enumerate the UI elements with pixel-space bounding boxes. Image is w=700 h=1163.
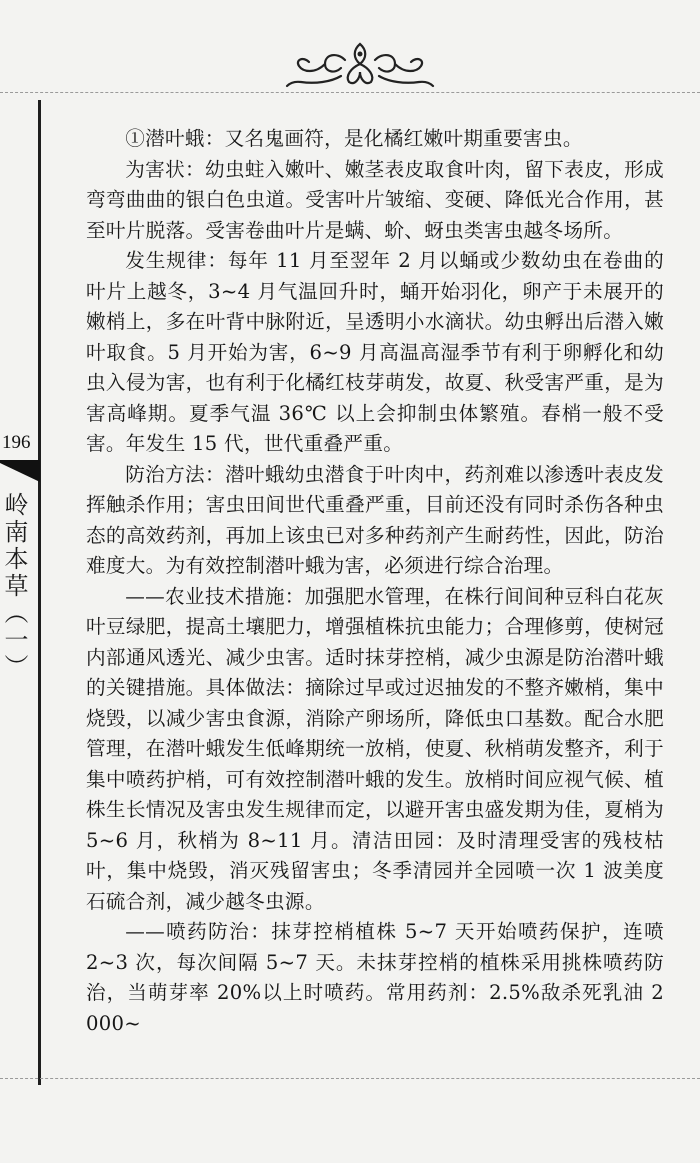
- paragraph: 为害状：幼虫蛀入嫩叶、嫩茎表皮取食叶肉，留下表皮，形成弯弯曲曲的银白色虫道。受害叶片皱缩、变硬、降低光合作用，甚至叶片脱落。受害卷曲叶片是螨、蚧、蚜虫类害虫越冬场所。: [86, 157, 664, 242]
- decorative-knot-ornament-icon: [285, 38, 435, 90]
- header-divider: [0, 92, 700, 93]
- paragraph: 发生规律：每年 11 月至翌年 2 月以蛹或少数幼虫在卷曲的叶片上越冬，3~4 月气温回升时，蛹开始羽化，卵产于未展开的嫩梢上，多在叶背中脉附近，呈透明小水滴状。幼虫孵出后潜入嫩叶取食。5 月开始为害，6~9 月高温高湿季节有利于卵孵化和幼虫入侵为害，也有利于化橘红枝芽萌发，故夏、秋受害严重，是为害高峰期。夏季气温 36℃ 以上会抑制虫体繁殖。春梢一般不受害。年发生 15 代，世代重叠严重。: [86, 249, 664, 455]
- left-margin-rule: [38, 100, 41, 1085]
- page-number: 196: [2, 432, 31, 453]
- footer-divider: [0, 1078, 700, 1079]
- paragraph: ——农业技术措施：加强肥水管理，在株行间间种豆科白花灰叶豆绿肥，提高土壤肥力，增强植株抗虫能力；合理修剪，使树冠内部通风透光、减少虫害。适时抹芽控梢，减少虫源是防治潜叶蛾的关键措施。具体做法：摘除过早或过迟抽发的不整齐嫩梢，集中烧毁，以减少害虫食源，消除产卵场所，降低虫口基数。配合水肥管理，在潜叶蛾发生低峰期统一放梢，使夏、秋梢萌发整齐，利于集中喷药护梢，可有效控制潜叶蛾的发生。放梢时间应视气候、植株生长情况及害虫发生规律而定，以避开害虫盛发期为佳，夏梢为 5~6 月，秋梢为 8~11 月。清洁田园：及时清理受害的残枝枯叶，集中烧毁，消灭残留害虫；冬季清园并全园喷一次 1 波美度石硫合剂，减少越冬虫源。: [86, 584, 664, 913]
- paragraph: 防治方法：潜叶蛾幼虫潜食于叶肉中，药剂难以渗透叶表皮发挥触杀作用；害虫田间世代重叠严重，目前还没有同时杀伤各种虫态的高效药剂，再加上该虫已对多种药剂产生耐药性，因此，防治难度大。为有效控制潜叶蛾为害，必须进行综合治理。: [86, 462, 664, 577]
- body-text: [86, 124, 664, 1039]
- page-number-wedge-icon: [0, 460, 40, 482]
- paragraph: ①潜叶蛾：又名鬼画符，是化橘红嫩叶期重要害虫。: [125, 127, 583, 150]
- side-book-title: 岭南本草（一）: [0, 492, 28, 681]
- paragraph: ——喷药防治：抹芽控梢植株 5~7 天开始喷药保护，连喷 2~3 次，每次间隔 5~7 天。未抹芽控梢的植株采用挑株喷药防治，当萌芽率 20%以上时喷药。常用药剂：2.5%敌杀死乳油 2 000~: [86, 920, 664, 1035]
